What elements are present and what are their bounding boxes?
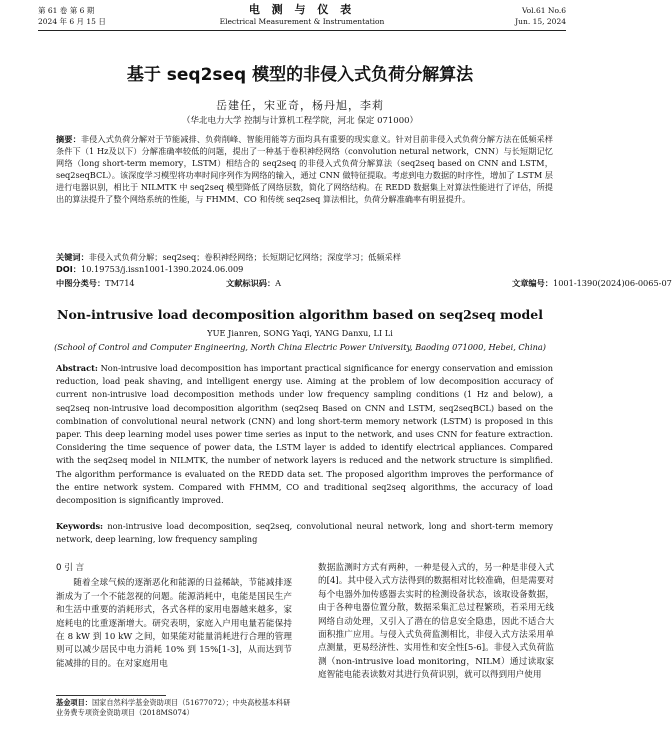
- journal-name-en: Electrical Measurement & Instrumentation: [219, 17, 385, 26]
- doi-value: 10.19753/j.issn1001-1390.2024.06.009: [81, 264, 244, 274]
- abstract-cn-text: 非侵入式负荷分解对于节能减排、负荷削峰、智能用能等方面均具有重要的现实意义。针对目前非侵入式负荷分解方法在低频采样条件下（1 Hz及以下）分解准确率较低的问题，提出了一种基于卷积神经网络（convolution netural network，CNN）与长短期记忆网络（long short-term memory，LSTM）相结合的 seq2seq 的非侵入式负荷分解算法（seq2seq based on CNN and LSTM，seq2seqBCL）。该深度学习模型将功率时间序列作为网络的输入，通过 CNN 做特征提取。考虑到电力数据的时序性，增加了 LSTM 层进行电器识别，相比于 NILMTK 中 seq2seq 模型降低了网络层数，简化了网络结构。在 REDD 数据集上对算法性能进行了评估，所提出的算法提升了整个网络系统的性能，与 FHMM、CO 和传统 seq2seq 算法相比，负荷分解准确率有明显提升。: [56, 134, 553, 204]
- clc-value: TM714: [105, 278, 135, 288]
- header-rule: [38, 30, 566, 31]
- article-no-value: 1001-1390(2024)06-0065-07: [553, 278, 672, 288]
- paper-title-cn: 基于 seq2seq 模型的非侵入式负荷分解算法: [126, 65, 474, 85]
- keywords-en-label: Keywords:: [56, 521, 104, 531]
- authors-en: YUE Jianren, SONG Yaqi, YANG Danxu, LI Li: [207, 328, 393, 338]
- doc-code-value: A: [275, 278, 282, 288]
- article-no-label: 文章编号：: [512, 278, 553, 288]
- abstract-cn-label: 摘要：: [56, 134, 81, 144]
- doc-code-field: [226, 278, 282, 289]
- footnote-label: 基金项目：: [56, 698, 92, 707]
- keywords-cn-text: 非侵入式负荷分解；seq2seq；卷积神经网络；长短期记忆网络；深度学习；低频采样: [88, 252, 401, 262]
- footnote-rule: [56, 695, 166, 696]
- date-cn: 2024 年 6 月 15 日: [38, 17, 106, 26]
- volume-cn: 第 61 卷 第 6 期: [38, 6, 95, 15]
- affiliation-cn: （华北电力大学 控制与计算机工程学院，河北 保定 071000）: [181, 116, 419, 126]
- doi-label: DOI：: [56, 264, 81, 274]
- affiliation-en: (School of Control and Computer Engineering, North China Electric Power University, Baoding 071000, Hebei, China): [54, 342, 546, 352]
- keywords-en: [56, 520, 553, 546]
- footnote-text: 国家自然科学基金资助项目（51677072）；中央高校基本科研业务费专项资金资助项目（2018MS074）: [56, 698, 291, 717]
- volume-en: Vol.61 No.6: [521, 6, 566, 15]
- date-en: Jun. 15, 2024: [515, 17, 566, 26]
- running-header: [38, 3, 566, 34]
- doc-code-label: 文献标识码：: [226, 278, 276, 288]
- section-heading-intro: 0 引 言: [56, 563, 85, 573]
- journal-name-cn: 电 测 与 仪 表: [248, 3, 356, 16]
- keywords-cn-label: 关键词：: [56, 252, 89, 262]
- keywords-cn: [56, 252, 553, 264]
- abstract-cn: [56, 134, 553, 205]
- abstract-en: [56, 362, 553, 507]
- body-column-left: [56, 562, 292, 671]
- paper-title-en: Non-intrusive load decomposition algorithm based on seq2seq model: [57, 307, 543, 322]
- abstract-en-label: Abstract:: [56, 363, 98, 373]
- authors-cn: 岳建任，宋亚奇，杨丹旭，李莉: [216, 99, 384, 112]
- article-no-field: [512, 278, 672, 289]
- clc-label: 中图分类号：: [56, 278, 106, 288]
- abstract-en-text: Non-intrusive load decomposition has important practical significance for energy conservation and emission reduction, load peak shaving, and intelligent energy use. Aiming at the problem of low decomposition accuracy of current non-intrusive load decomposition methods under low frequency sampling conditions (1 Hz and below), a seq2seq non-intrusive load decomposition algorithm (seq2seq Based on CNN and LSTM, seq2seqBCL) based on the combination of convolutional neural network (CNN) and long short-term memory network (LSTM) is proposed in this paper. This deep learning model uses power time series as input to the network, and uses CNN for feature extraction. Considering the time sequence of power data, the LSTM layer is added to identify electrical appliances. Compared with the seq2seq model in NILMTK, the number of network layers is reduced and the network structure is simplified. The algorithm performance is evaluated on the REDD data set. The proposed algorithm improves the performance of the entire network system. Compared with FHMM, CO and traditional seq2seq algorithms, the accuracy of load decomposition is significantly improved.: [56, 363, 553, 506]
- body-column-right: [318, 562, 554, 683]
- doi: [56, 264, 243, 275]
- intro-paragraph-right: 数据监测时方式有两种，一种是侵入式的，另一种是非侵入式的[4]。其中侵入式方法得到的数据相对比较准确，但是需要对每个电器外加传感器去实时的检测设备状态，该取设备数据，由于各种电器位置分散，数据采集汇总过程繁琐，若采用无线网络自动处理，又引入了潜在的信息安全隐患，因此不适合大面积推广应用。与侵入式负荷监测相比，非侵入式方法采用单点测量，更易经济性、实用性和安全性[5-6]。非侵入式负荷监测（non-intrusive load monitoring，NILM）通过读取家庭智能电能表读数对其进行负荷识别，就可以得到用户使用: [318, 563, 554, 681]
- funding-footnote: [56, 698, 292, 718]
- intro-paragraph-left: 随着全球气候的逐渐恶化和能源的日益稀缺，节能减排逐渐成为了一个不能忽视的问题。能源消耗中，电能是国民生产和生活中重要的消耗形式，各式各样的家用电器越来越多，家庭耗电的比重逐渐增大。研究表明，家庭入户用电量若能保持在 8 kW 到 10 kW 之间，如果能对能量消耗进行合理的管理则可以减少居民中电力消耗 10% 到 15%[1-3]，从而达到节能减排的目的。在对家庭用电: [56, 578, 292, 669]
- clc-field: [56, 278, 135, 289]
- keywords-en-text: non-intrusive load decomposition, seq2seq, convolutional neural network, long and short-term memory network, deep learning, low frequency sampling: [56, 521, 553, 545]
